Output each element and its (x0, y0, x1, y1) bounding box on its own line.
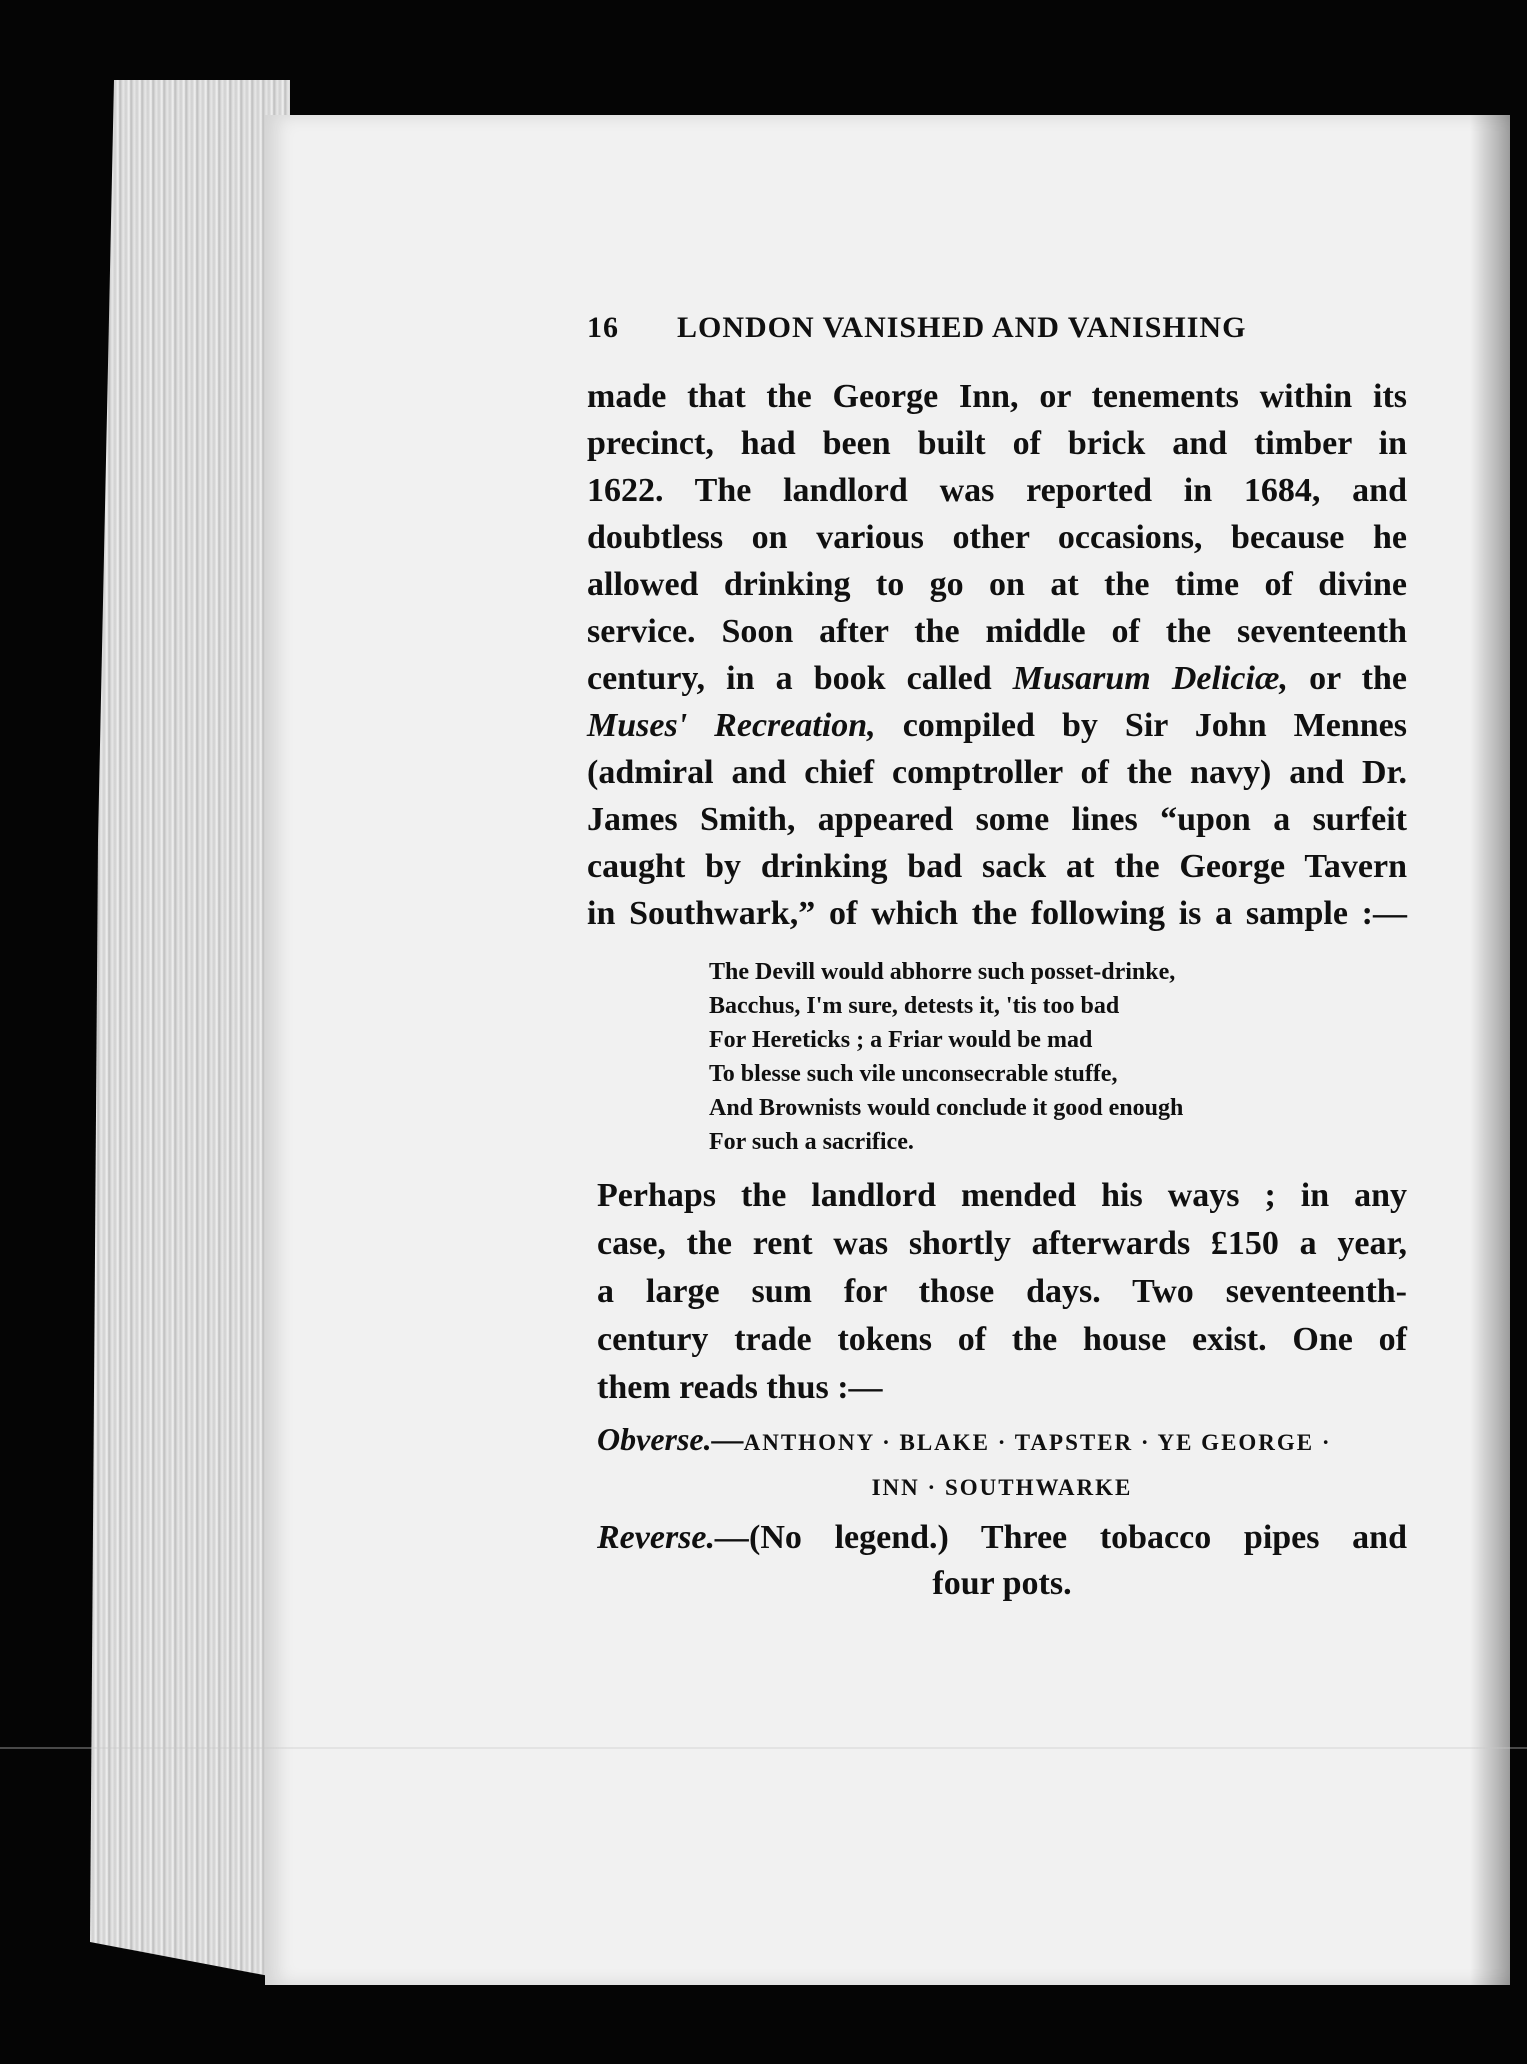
body-line: them reads thus :— (597, 1369, 883, 1406)
poem-line: And Brownists would conclude it good enough (709, 1095, 1184, 1121)
token-reverse (597, 1518, 1407, 1558)
body-line: precinct, had been built of brick and timber in (587, 425, 1407, 462)
poem-line: The Devill would abhorre such posset-drinke, (709, 959, 1176, 985)
body-line: 1622. The landlord was reported in 1684, and (587, 472, 1407, 509)
body-line: century trade tokens of the house exist. One of (597, 1321, 1407, 1358)
body-line (587, 706, 1407, 746)
body-line: (admiral and chief comptroller of the navy) and Dr. (587, 754, 1407, 791)
poem-line: For Hereticks ; a Friar would be mad (709, 1027, 1093, 1053)
obverse-legend: ANTHONY · BLAKE · TAPSTER · YE GEORGE · (743, 1430, 1332, 1455)
body-line: James Smith, appeared some lines “upon a surfeit (587, 801, 1407, 838)
poem-line: Bacchus, I'm sure, detests it, 'tis too bad (709, 993, 1120, 1019)
page-number: 16 (587, 311, 619, 344)
running-title: LONDON VANISHED AND VANISHING (677, 311, 1247, 344)
body-line: doubtless on various other occasions, because he (587, 519, 1407, 556)
body-line: allowed drinking to go on at the time of divine (587, 566, 1407, 603)
poem-line: To blesse such vile unconsecrable stuffe, (709, 1061, 1118, 1087)
poem-line: For such a sacrifice. (709, 1129, 914, 1155)
token-obverse (597, 1421, 1332, 1458)
body-line (587, 659, 1407, 699)
body-line: case, the rent was shortly afterwards £150 a year, (597, 1225, 1407, 1262)
body-line: caught by drinking bad sack at the George Tavern (587, 848, 1407, 885)
book-page (265, 115, 1510, 1985)
reverse-text-cont: four pots. (932, 1565, 1072, 1602)
reverse-label: Reverse.— (597, 1519, 750, 1556)
body-line: a large sum for those days. Two seventeenth- (597, 1273, 1407, 1310)
scan-artifact-line (0, 1747, 1527, 1749)
book-title-italic: Musarum Deliciæ, (1012, 660, 1288, 697)
running-header (587, 311, 1527, 345)
body-line: service. Soon after the middle of the seventeenth (587, 613, 1407, 650)
body-text: or the (1287, 660, 1407, 697)
book-title-italic: Muses' Recreation, (587, 707, 876, 744)
body-text: century, in a book called (587, 660, 1013, 697)
body-line: Perhaps the landlord mended his ways ; in any (597, 1177, 1407, 1214)
body-text: compiled by Sir John Mennes (875, 707, 1407, 744)
body-line: made that the George Inn, or tenements within its (587, 378, 1407, 415)
book-page-edges (90, 80, 290, 1980)
obverse-legend-cont: INN · SOUTHWARKE (871, 1475, 1133, 1500)
body-line: in Southwark,” of which the following is a sample :— (587, 895, 1407, 932)
reverse-text: (No legend.) Three tobacco pipes and (749, 1519, 1407, 1556)
obverse-label: Obverse.— (597, 1421, 744, 1457)
